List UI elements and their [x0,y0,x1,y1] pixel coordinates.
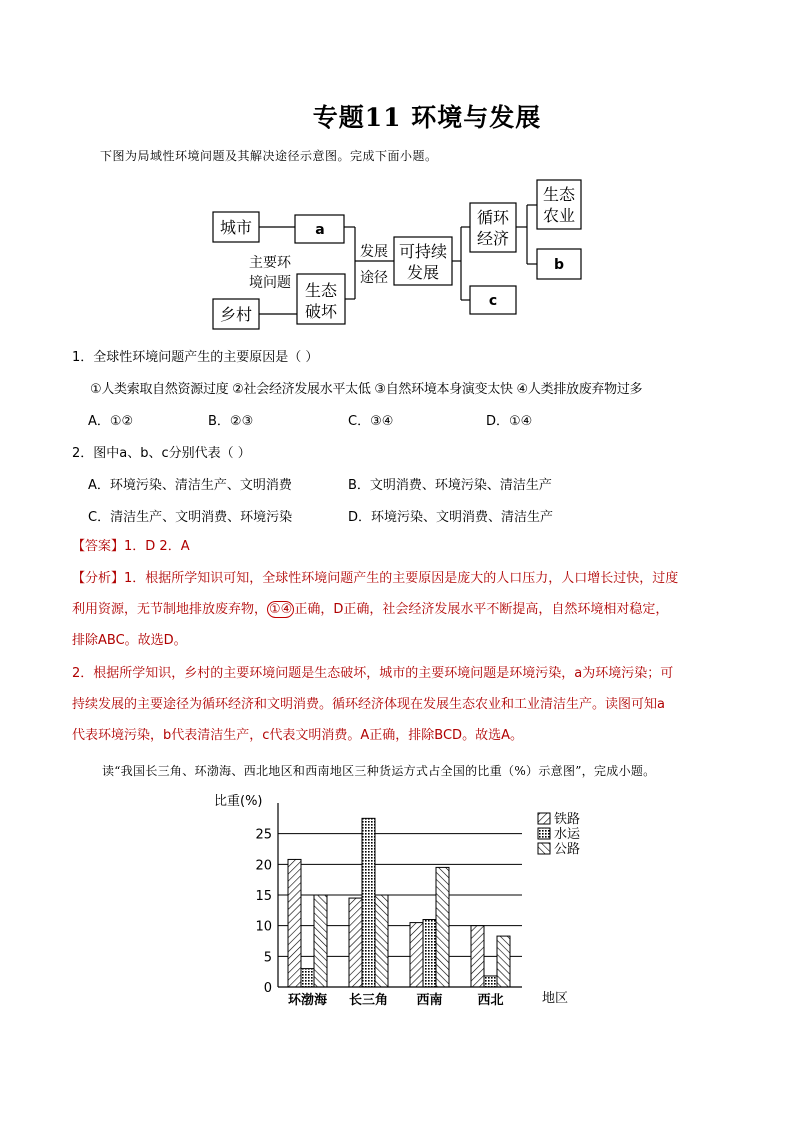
label-sustainable-2: 发展 [406,263,440,282]
q1-option-b[interactable]: B．②③ [208,414,254,429]
legend-swatch-0 [538,813,550,824]
bar-水运-西北 [484,976,497,987]
page-title: 专题11 环境与发展 [312,103,542,132]
label-c: c [488,293,498,309]
answer-tag: 【答案】 [72,539,125,554]
x-tick-label: 长三角 [348,993,389,1008]
chart-intro: 读“我国长三角、环渤海、西北地区和西南地区三种货运方式占全国的比重（%）示意图”，完成小题。 [102,764,656,778]
analysis-line-2 [72,597,668,622]
intro-text: 下图为局域性环境问题及其解决途径示意图。完成下面小题。 [100,149,438,163]
label-eco-destroy-2: 破坏 [304,302,338,321]
analysis-line-4: 2．根据所学知识，乡村的主要环境问题是生态破坏，城市的主要环境问题是环境污染，a为环境污染；可 [72,666,674,681]
label-city: 城市 [219,218,253,237]
analysis-tag: 【分析】 [72,571,125,586]
legend-swatch-1 [538,828,550,839]
legend-label-2: 公路 [554,842,581,857]
legend-label-0: 铁路 [554,812,581,827]
analysis-line-3: 排除ABC。故选D。 [72,633,187,648]
x-tick-label: 西南 [416,993,443,1008]
x-tick-label: 环渤海 [287,993,328,1008]
label-eco-destroy-1: 生态 [304,281,338,300]
q2-option-b[interactable]: B．文明消费、环境污染、清洁生产 [348,478,552,493]
label-main-issue-1: 主要环 [249,255,291,271]
bar-铁路-环渤海 [288,859,301,987]
bar-公路-长三角 [375,895,388,987]
y-tick-label: 20 [255,858,272,874]
analysis-mark: ①④ [269,602,293,617]
label-dev-path-1: 发展 [360,244,388,260]
label-sustainable-1: 可持续 [398,242,448,261]
bar-水运-长三角 [362,818,375,987]
q2-stem: 2．图中a、b、c分别代表（ ） [72,446,251,461]
label-circular-2: 经济 [476,229,510,248]
bar-公路-西南 [436,867,449,987]
x-axis-label: 地区 [542,991,569,1006]
y-tick-label: 15 [255,889,272,904]
label-eco-agri-2: 农业 [542,206,576,225]
bar-铁路-西北 [471,926,484,987]
y-tick-label: 0 [263,981,272,996]
y-tick-label: 5 [263,950,272,966]
label-circular-1: 循环 [476,208,510,227]
q2-option-d[interactable]: D．环境污染、文明消费、清洁生产 [348,510,554,525]
q1-option-c[interactable]: C．③④ [348,414,394,429]
legend-swatch-2 [538,843,550,854]
label-main-issue-2: 境问题 [249,275,291,291]
x-tick-label: 西北 [477,993,504,1008]
answer-line [72,534,190,559]
bar-铁路-西南 [410,923,423,987]
analysis-line-1 [72,566,678,591]
q1-options-line: ①人类索取自然资源过度 ②社会经济发展水平太低 ③自然环境本身演变太快 ④人类排放废弃物过多 [90,382,643,397]
legend-label-1: 水运 [554,827,581,842]
analysis-p1-a: 1．根据所学知识可知，全球性环境问题产生的主要原因是庞大的人口压力，人口增长过快，过度 [124,571,679,586]
analysis-line-6: 代表环境污染，b代表清洁生产，c代表文明消费。A正确，排除BCD。故选A。 [72,728,523,743]
bar-水运-环渤海 [301,969,314,987]
y-axis-label: 比重(%) [214,794,263,809]
q1-stem: 1．全球性环境问题产生的主要原因是（ ） [72,350,319,365]
freight-bar-chart [200,785,600,1015]
bar-铁路-长三角 [349,898,362,987]
q2-option-c[interactable]: C．清洁生产、文明消费、环境污染 [88,510,293,525]
analysis-p1-c: 正确，D正确，社会经济发展水平不断提高，自然环境相对稳定， [294,602,669,617]
label-a: a [315,222,325,238]
label-eco-agri-1: 生态 [542,185,576,204]
label-village: 乡村 [219,305,253,324]
y-tick-label: 25 [255,827,272,843]
environment-diagram [200,175,600,335]
bar-公路-西北 [497,936,510,987]
bar-公路-环渤海 [314,895,327,987]
label-dev-path-2: 途径 [360,270,388,286]
answer-text: 1．D 2．A [124,539,190,554]
analysis-p1-b: 利用资源，无节制地排放废弃物， [72,602,268,617]
label-b: b [553,257,565,273]
bar-水运-西南 [423,920,436,987]
q1-option-a[interactable]: A．①② [88,414,134,429]
q1-option-d[interactable]: D．①④ [486,414,533,429]
analysis-line-5: 持续发展的主要途径为循环经济和文明消费。循环经济体现在发展生态农业和工业清洁生产。读图可知a [72,697,665,712]
y-tick-label: 10 [255,919,272,935]
q2-option-a[interactable]: A．环境污染、清洁生产、文明消费 [88,478,292,493]
